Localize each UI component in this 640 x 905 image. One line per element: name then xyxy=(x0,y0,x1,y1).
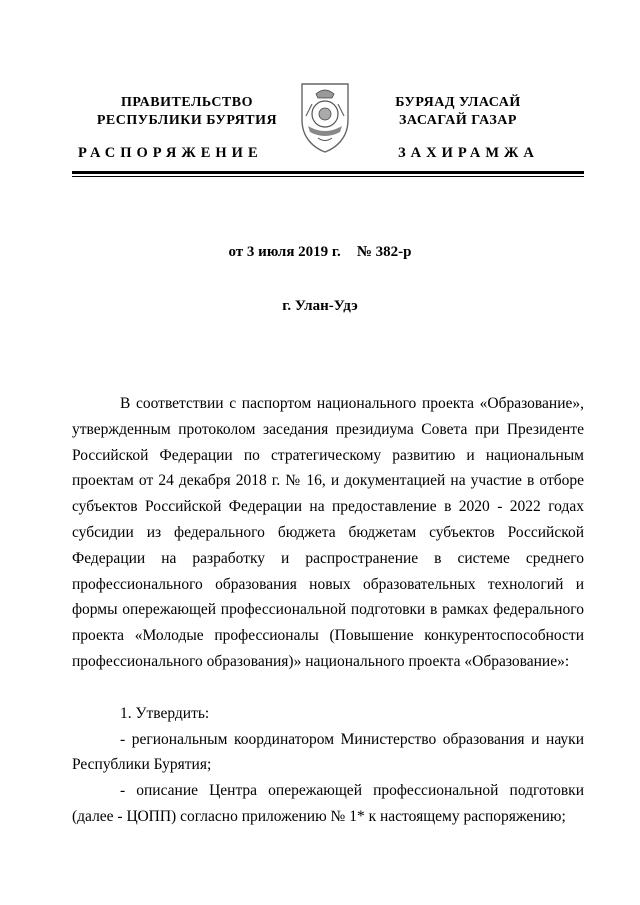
document-kind-ru: РАСПОРЯЖЕНИЕ xyxy=(78,145,263,161)
document-kind-bua: ЗАХИРАМЖА xyxy=(398,145,539,161)
item-1-a: - региональным координатором Министерство образования и науки Республики Бурятия; xyxy=(72,730,584,774)
document-body xyxy=(72,391,584,830)
header-right-line1: БУРЯАД УЛАСАЙ xyxy=(395,95,521,110)
header-left-line2: РЕСПУБЛИКИ БУРЯТИЯ xyxy=(96,113,278,128)
header-right-line2: ЗАСАГАЙ ГАЗАР xyxy=(399,113,517,128)
header-left xyxy=(72,94,302,130)
item-1-b: - описание Центра опережающей профессиональной подготовки (далее - ЦОПП) согласно приложению № 1* к настоящему распоряжению; xyxy=(72,782,584,825)
order-number: № 382-р xyxy=(356,244,412,260)
intro-paragraph: В соответствии с паспортом национального проекта «Образование», утвержденным протоколом заседания президиума Совета при Президенте Российской Федерации по стратегическому развитию и национальным проектам от 24 декабря 2018 г. № 16, и документацией на участие в отборе субъектов Российской Федерации на предоставление в 2020 - 2022 годах субсидии из федерального бюджета бюджетам субъектов Российской Федерации на разработку и распространение в системе среднего профессионального образования новых образовательных технологий и формы опережающей профессиональной подготовки в рамках федерального проекта «Молодые профессионалы (Повышение конкурентоспособности профессионального образования)» национального проекта «Образование»: xyxy=(72,395,584,670)
header-left-line1: ПРАВИТЕЛЬСТВО xyxy=(121,95,253,110)
header-rule-thick xyxy=(72,171,584,174)
order-date-number xyxy=(0,244,640,261)
order-date: от 3 июля 2019 г. xyxy=(228,244,341,260)
city: г. Улан-Удэ xyxy=(282,298,358,314)
header-right xyxy=(343,94,573,130)
item-1: 1. Утвердить: xyxy=(120,704,210,722)
header-rule-thin xyxy=(72,176,584,177)
